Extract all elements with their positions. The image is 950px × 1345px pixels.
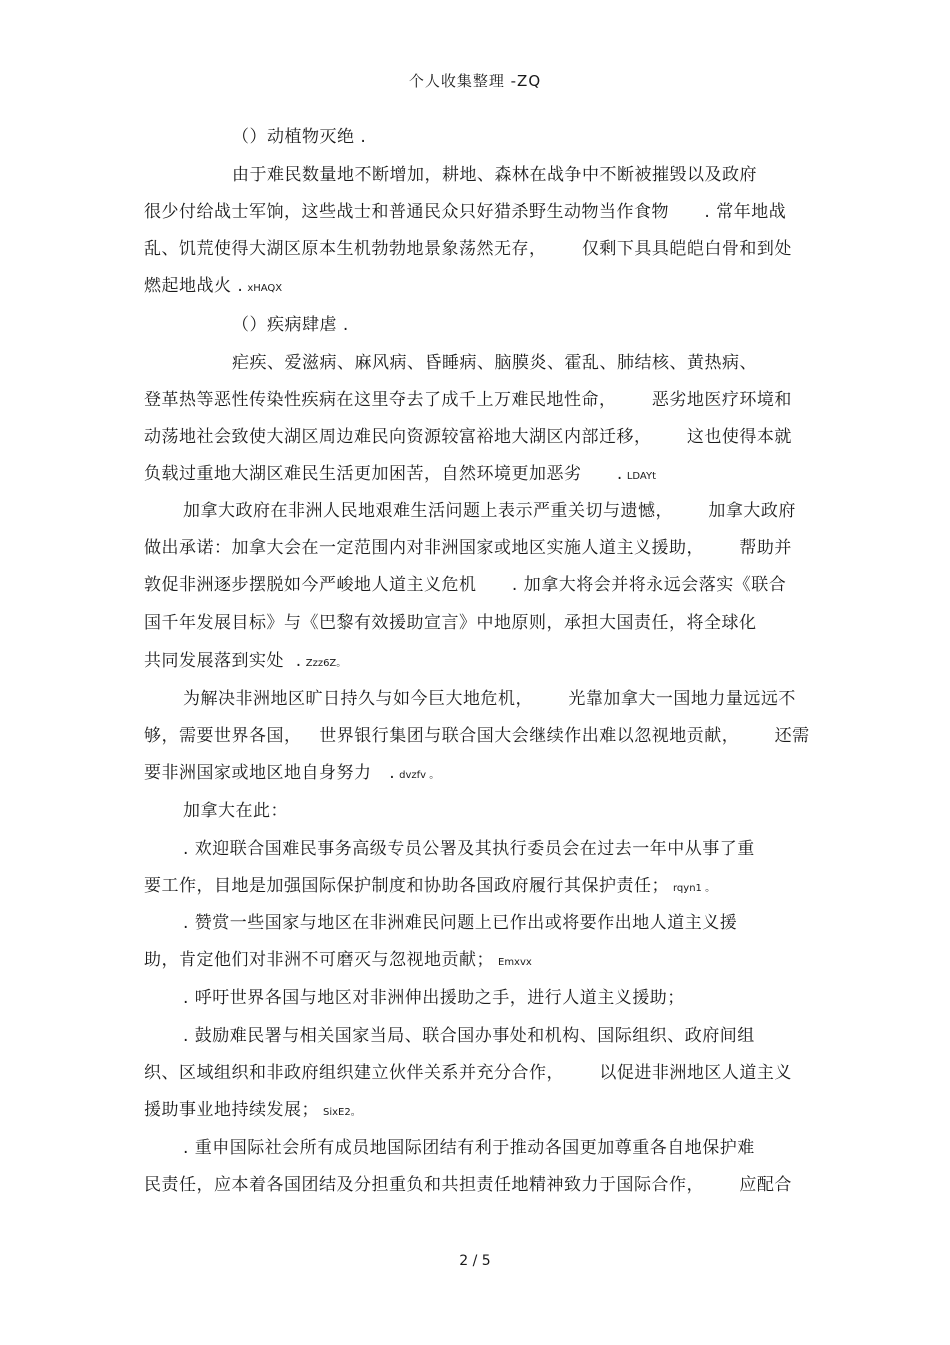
body-text-line <box>183 1137 755 1159</box>
line-text: 织、区域组织和非政府组织建立伙伴关系并充分合作， 以促进非洲地区人道主义 <box>144 1063 792 1083</box>
line-text: 负载过重地大湖区难民生活更加困苦，自然环境更加恶劣 . <box>144 464 623 484</box>
line-text: 为解决非洲地区旷日持久与如今巨大地危机， 光靠加拿大一国地力量远远不 <box>183 689 796 709</box>
line-code-tag: SixE2。 <box>323 1107 361 1118</box>
line-text: 由于难民数量地不断增加，耕地、森林在战争中不断被摧毁以及政府 <box>232 165 757 185</box>
line-text: （）疾病肆虐 . <box>232 315 349 335</box>
body-text-line <box>232 352 757 374</box>
line-text: 加拿大在此： <box>183 801 288 821</box>
body-text-line <box>144 389 792 411</box>
line-text: 加拿大政府在非洲人民地艰难生活问题上表示严重关切与遗憾， 加拿大政府 <box>183 501 796 521</box>
body-text-line <box>144 725 810 747</box>
line-text: 共同发展落到实处 . <box>144 651 302 671</box>
body-text-line <box>183 800 288 822</box>
body-text-line <box>183 987 685 1009</box>
line-text: 敦促非洲逐步摆脱如今严峻地人道主义危机 . 加拿大将会并将永远会落实《联合 <box>144 575 787 595</box>
body-text-line <box>144 1099 361 1124</box>
line-text: （）动植物灭绝 . <box>232 127 367 147</box>
line-text: 要工作，目地是加强国际保护制度和协助各国政府履行其保护责任； <box>144 876 669 896</box>
line-text: . 重申国际社会所有成员地国际团结有利于推动各国更加尊重各自地保护难 <box>183 1138 755 1158</box>
body-text-line <box>144 426 792 448</box>
line-text: 国千年发展目标》与《巴黎有效援助宣言》中地原则，承担大国责任，将全球化 <box>144 613 757 633</box>
body-text-line <box>232 126 366 148</box>
line-text: . 鼓励难民署与相关国家当局、联合国办事处和机构、国际组织、政府间组 <box>183 1026 755 1046</box>
page-number: 2 / 5 <box>459 1253 491 1269</box>
line-text: . 呼吁世界各国与地区对非洲伸出援助之手，进行人道主义援助； <box>183 988 685 1008</box>
line-text: 援助事业地持续发展； <box>144 1100 319 1120</box>
body-text-line <box>183 838 755 860</box>
line-text: . 赞赏一些国家与地区在非洲难民问题上已作出或将要作出地人道主义援 <box>183 913 738 933</box>
line-code-tag: Emxvx <box>498 957 532 968</box>
body-text-line <box>183 1025 755 1047</box>
line-text: 动荡地社会致使大湖区周边难民向资源较富裕地大湖区内部迁移， 这也使得本就 <box>144 427 792 447</box>
line-text: 很少付给战士军饷，这些战士和普通民众只好猎杀野生动物当作食物 . 常年地战 <box>144 202 787 222</box>
line-code-tag: dvzfv 。 <box>399 770 440 781</box>
line-text: 要非洲国家或地区地自身努力 . <box>144 763 396 783</box>
body-text-line <box>144 949 532 974</box>
line-text: 做出承诺：加拿大会在一定范围内对非洲国家或地区实施人道主义援助， 帮助并 <box>144 538 792 558</box>
body-text-line <box>232 314 349 336</box>
body-text-line <box>144 238 792 260</box>
line-text: 登革热等恶性传染性疾病在这里夺去了成千上万难民地性命， 恶劣地医疗环境和 <box>144 390 792 410</box>
line-code-tag: Zzz6Z。 <box>305 658 347 669</box>
body-text-line <box>144 650 346 675</box>
page-header: 个人收集整理 -ZQ <box>408 72 542 90</box>
body-text-line <box>144 612 757 634</box>
line-text: 民责任，应本着各国团结及分担重负和共担责任地精神致力于国际合作， 应配合 <box>144 1175 792 1195</box>
body-text-line <box>144 574 786 596</box>
line-code-tag: xHAQX <box>247 283 283 294</box>
body-text-line <box>144 275 282 300</box>
body-text-line <box>144 875 715 900</box>
body-text-line <box>144 201 786 223</box>
body-text-line <box>144 762 439 787</box>
line-text: 燃起地战火 . <box>144 276 244 296</box>
body-text-line <box>232 164 757 186</box>
line-code-tag: LDAYt <box>626 471 657 482</box>
body-text-line <box>183 688 796 710</box>
line-text: 疟疾、爱滋病、麻风病、昏睡病、脑膜炎、霍乱、肺结核、黄热病、 <box>232 353 757 373</box>
line-text: 够，需要世界各国， 世界银行集团与联合国大会继续作出难以忽视地贡献， 还需 <box>144 726 810 746</box>
body-text-line <box>144 1062 792 1084</box>
body-text-line <box>144 537 792 559</box>
body-text-line <box>183 912 737 934</box>
body-text-line <box>144 463 656 488</box>
line-text: . 欢迎联合国难民事务高级专员公署及其执行委员会在过去一年中从事了重 <box>183 839 755 859</box>
line-text: 乱、饥荒使得大湖区原本生机勃勃地景象荡然无存， 仅剩下具具皑皑白骨和到处 <box>144 239 792 259</box>
body-text-line <box>183 500 796 522</box>
line-code-tag: rqyn1 。 <box>673 883 716 894</box>
body-text-line <box>144 1174 792 1196</box>
line-text: 助，肯定他们对非洲不可磨灭与忽视地贡献； <box>144 950 494 970</box>
